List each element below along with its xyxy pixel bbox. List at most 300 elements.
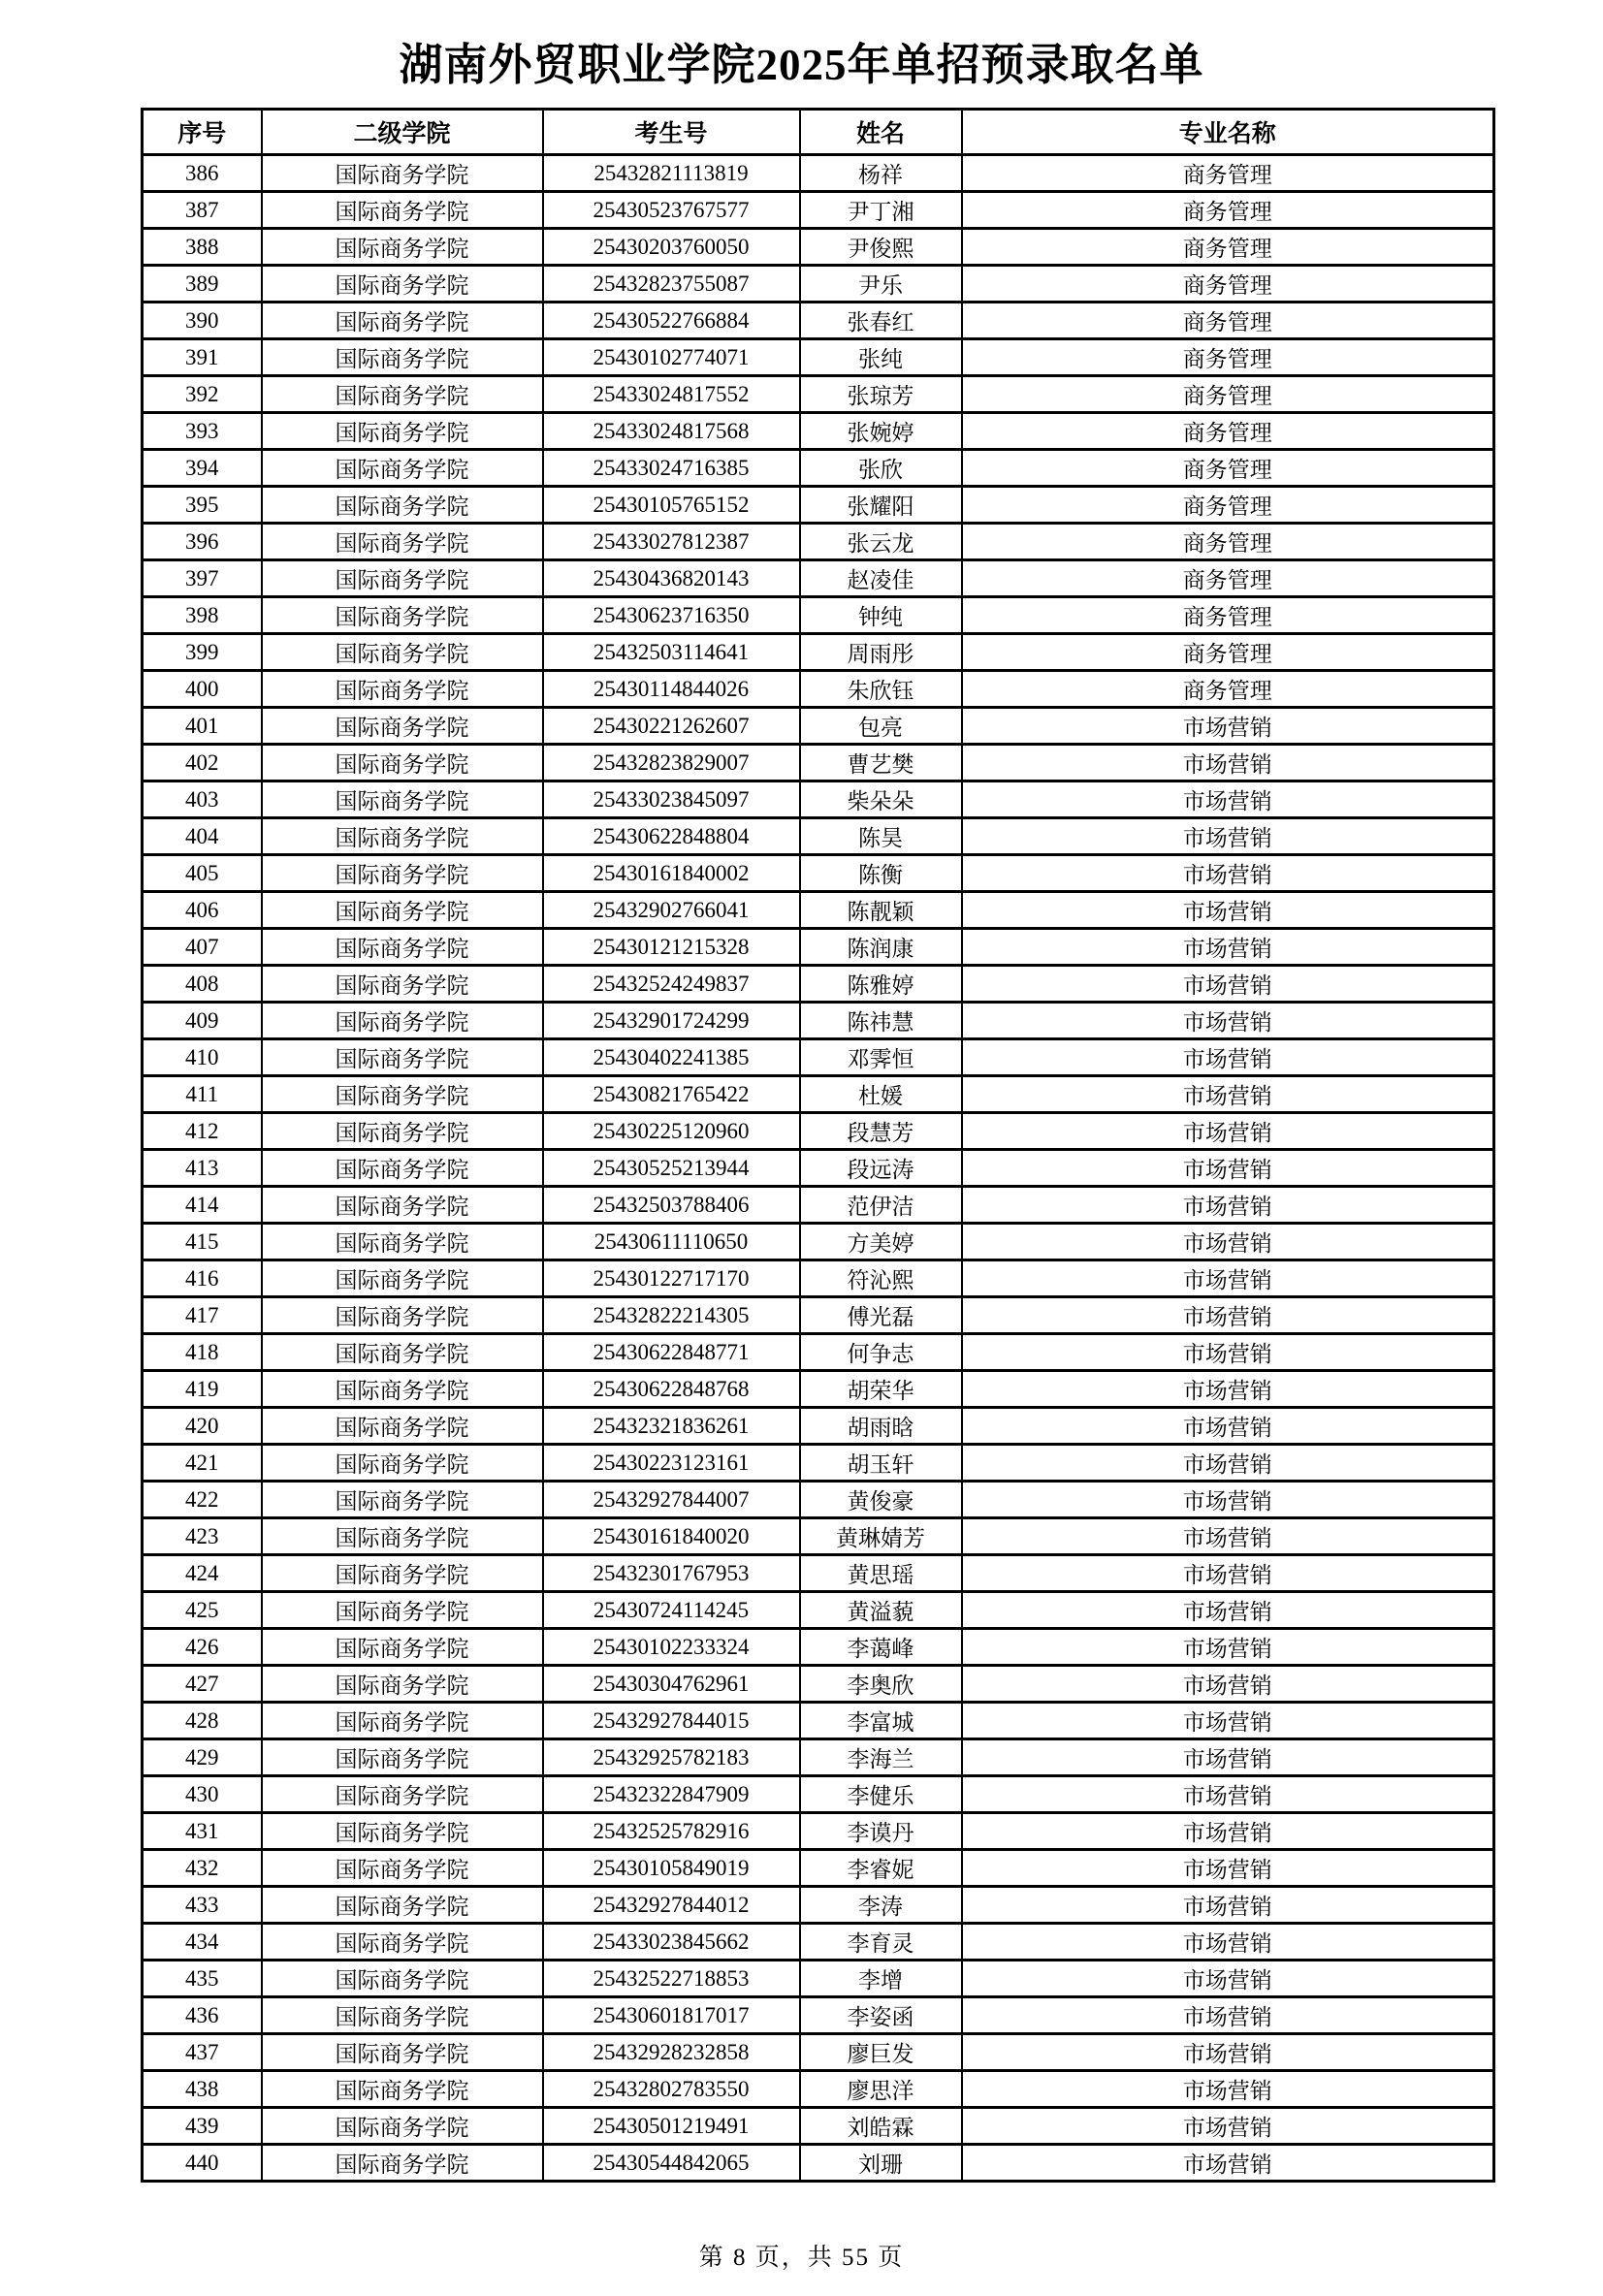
table-cell: 包亮: [800, 708, 962, 745]
table-cell: 国际商务学院: [262, 929, 543, 966]
table-cell: 25430622848771: [543, 1334, 800, 1371]
table-cell: 国际商务学院: [262, 745, 543, 781]
table-cell: 市场营销: [962, 2108, 1494, 2145]
table-cell: 国际商务学院: [262, 1039, 543, 1076]
table-cell: 25430102774071: [543, 339, 800, 376]
table-cell: 张春红: [800, 303, 962, 339]
table-row: [143, 1887, 1494, 1924]
table-cell: 商务管理: [962, 524, 1494, 560]
table-cell: 国际商务学院: [262, 1555, 543, 1592]
table-cell: 25432802783550: [543, 2071, 800, 2108]
table-cell: 商务管理: [962, 487, 1494, 524]
table-cell: 商务管理: [962, 266, 1494, 303]
table-cell: 陈祎慧: [800, 1003, 962, 1039]
table-cell: 419: [143, 1371, 262, 1408]
table-cell: 414: [143, 1187, 262, 1224]
table-cell: 398: [143, 597, 262, 634]
table-cell: 商务管理: [962, 376, 1494, 413]
table-cell: 25430724114245: [543, 1592, 800, 1629]
table-row: [143, 1334, 1494, 1371]
table-cell: 25432821113819: [543, 155, 800, 192]
table-cell: 陈雅婷: [800, 966, 962, 1003]
table-cell: 25430161840020: [543, 1518, 800, 1555]
header-cell: 序号: [143, 110, 262, 155]
table-row: [143, 2071, 1494, 2108]
table-row: [143, 708, 1494, 745]
table-cell: 392: [143, 376, 262, 413]
table-cell: 国际商务学院: [262, 1850, 543, 1887]
table-cell: 国际商务学院: [262, 1887, 543, 1924]
table-cell: 商务管理: [962, 303, 1494, 339]
table-cell: 市场营销: [962, 1739, 1494, 1776]
table-cell: 国际商务学院: [262, 2108, 543, 2145]
table-cell: 市场营销: [962, 1150, 1494, 1187]
table-cell: 25430601817017: [543, 1997, 800, 2034]
table-cell: 柴朵朵: [800, 781, 962, 818]
table-row: [143, 818, 1494, 855]
page-number: 第 8 页，共 55 页: [698, 2245, 905, 2271]
table-cell: 杨祥: [800, 155, 962, 192]
table-cell: 钟纯: [800, 597, 962, 634]
table-cell: 25430821765422: [543, 1076, 800, 1113]
table-cell: 范伊洁: [800, 1187, 962, 1224]
table-row: [143, 1150, 1494, 1187]
table-cell: 25432503114641: [543, 634, 800, 671]
table-cell: 刘皓霖: [800, 2108, 962, 2145]
table-cell: 张耀阳: [800, 487, 962, 524]
table-cell: 国际商务学院: [262, 487, 543, 524]
table-cell: 市场营销: [962, 1297, 1494, 1334]
table-cell: 廖巨发: [800, 2034, 962, 2071]
table-row: [143, 1555, 1494, 1592]
table-cell: 市场营销: [962, 2145, 1494, 2182]
table-row: [143, 192, 1494, 229]
table-cell: 440: [143, 2145, 262, 2182]
table-cell: 25432927844012: [543, 1887, 800, 1924]
table-cell: 市场营销: [962, 1076, 1494, 1113]
table-cell: 市场营销: [962, 1592, 1494, 1629]
table-cell: 25432902766041: [543, 892, 800, 929]
table-cell: 国际商务学院: [262, 818, 543, 855]
table-cell: 黄溢藐: [800, 1592, 962, 1629]
table-row: [143, 376, 1494, 413]
table-cell: 陈昊: [800, 818, 962, 855]
table-row: [143, 745, 1494, 781]
table-cell: 25430105765152: [543, 487, 800, 524]
table-row: [143, 303, 1494, 339]
table-cell: 尹俊熙: [800, 229, 962, 266]
table-cell: 国际商务学院: [262, 339, 543, 376]
table-cell: 25430203760050: [543, 229, 800, 266]
table-row: [143, 229, 1494, 266]
table-cell: 25433024817568: [543, 413, 800, 450]
table-cell: 胡荣华: [800, 1371, 962, 1408]
table-cell: 市场营销: [962, 1187, 1494, 1224]
table-cell: 胡玉轩: [800, 1445, 962, 1482]
table-cell: 397: [143, 560, 262, 597]
table-cell: 市场营销: [962, 1776, 1494, 1813]
table-cell: 黄琳婧芳: [800, 1518, 962, 1555]
table-cell: 商务管理: [962, 634, 1494, 671]
table-cell: 市场营销: [962, 1703, 1494, 1739]
table-row: [143, 1482, 1494, 1518]
table-cell: 市场营销: [962, 1924, 1494, 1961]
table-cell: 市场营销: [962, 1113, 1494, 1150]
table-cell: 410: [143, 1039, 262, 1076]
table-cell: 25432524249837: [543, 966, 800, 1003]
table-cell: 国际商务学院: [262, 1260, 543, 1297]
table-cell: 黄俊豪: [800, 1482, 962, 1518]
table-cell: 423: [143, 1518, 262, 1555]
table-cell: 国际商务学院: [262, 229, 543, 266]
table-cell: 25432301767953: [543, 1555, 800, 1592]
table-cell: 国际商务学院: [262, 708, 543, 745]
table-cell: 25432925782183: [543, 1739, 800, 1776]
table-cell: 417: [143, 1297, 262, 1334]
table-cell: 国际商务学院: [262, 597, 543, 634]
header-cell: 考生号: [543, 110, 800, 155]
table-cell: 邓霁恒: [800, 1039, 962, 1076]
table-cell: 李海兰: [800, 1739, 962, 1776]
table-cell: 418: [143, 1334, 262, 1371]
table-cell: 国际商务学院: [262, 1334, 543, 1371]
table-cell: 李睿妮: [800, 1850, 962, 1887]
table-cell: 25430523767577: [543, 192, 800, 229]
table-row: [143, 1003, 1494, 1039]
table-cell: 399: [143, 634, 262, 671]
table-cell: 405: [143, 855, 262, 892]
table-cell: 市场营销: [962, 2034, 1494, 2071]
table-cell: 国际商务学院: [262, 892, 543, 929]
table-cell: 432: [143, 1850, 262, 1887]
table-cell: 400: [143, 671, 262, 708]
table-cell: 国际商务学院: [262, 2145, 543, 2182]
table-row: [143, 1260, 1494, 1297]
table-cell: 市场营销: [962, 2071, 1494, 2108]
table-row: [143, 1187, 1494, 1224]
table-cell: 市场营销: [962, 1997, 1494, 2034]
table-cell: 25433023845662: [543, 1924, 800, 1961]
table-row: [143, 1961, 1494, 1997]
table-cell: 市场营销: [962, 1518, 1494, 1555]
table-cell: 25430223123161: [543, 1445, 800, 1482]
table-cell: 25430114844026: [543, 671, 800, 708]
table-cell: 商务管理: [962, 192, 1494, 229]
table-cell: 市场营销: [962, 892, 1494, 929]
table-cell: 406: [143, 892, 262, 929]
table-cell: 25432901724299: [543, 1003, 800, 1039]
table-cell: 商务管理: [962, 339, 1494, 376]
table-cell: 傅光磊: [800, 1297, 962, 1334]
table-cell: 尹乐: [800, 266, 962, 303]
table-row: [143, 560, 1494, 597]
table-cell: 402: [143, 745, 262, 781]
table-cell: 395: [143, 487, 262, 524]
table-cell: 426: [143, 1629, 262, 1666]
table-cell: 市场营销: [962, 1260, 1494, 1297]
table-cell: 国际商务学院: [262, 671, 543, 708]
roster-table-body: [143, 155, 1494, 2182]
table-cell: 市场营销: [962, 818, 1494, 855]
header-row: [143, 110, 1494, 155]
table-cell: 赵凌佳: [800, 560, 962, 597]
table-row: [143, 1997, 1494, 2034]
table-row: [143, 1629, 1494, 1666]
table-cell: 市场营销: [962, 1813, 1494, 1850]
table-row: [143, 1850, 1494, 1887]
table-cell: 市场营销: [962, 1887, 1494, 1924]
table-cell: 国际商务学院: [262, 1445, 543, 1482]
table-cell: 434: [143, 1924, 262, 1961]
table-cell: 424: [143, 1555, 262, 1592]
table-cell: 25430102233324: [543, 1629, 800, 1666]
table-cell: 国际商务学院: [262, 1482, 543, 1518]
table-cell: 李增: [800, 1961, 962, 1997]
table-cell: 25430304762961: [543, 1666, 800, 1703]
table-cell: 416: [143, 1260, 262, 1297]
table-cell: 陈衡: [800, 855, 962, 892]
table-cell: 方美婷: [800, 1224, 962, 1260]
table-cell: 张琼芳: [800, 376, 962, 413]
table-cell: 25433024817552: [543, 376, 800, 413]
table-cell: 市场营销: [962, 1039, 1494, 1076]
table-cell: 25433024716385: [543, 450, 800, 487]
table-cell: 杜媛: [800, 1076, 962, 1113]
table-cell: 25432503788406: [543, 1187, 800, 1224]
table-cell: 张纯: [800, 339, 962, 376]
table-cell: 国际商务学院: [262, 413, 543, 450]
table-cell: 408: [143, 966, 262, 1003]
table-row: [143, 634, 1494, 671]
table-cell: 25430105849019: [543, 1850, 800, 1887]
table-cell: 市场营销: [962, 1408, 1494, 1445]
table-cell: 国际商务学院: [262, 1592, 543, 1629]
table-cell: 25430623716350: [543, 597, 800, 634]
table-cell: 陈靓颖: [800, 892, 962, 929]
table-cell: 国际商务学院: [262, 450, 543, 487]
table-cell: 25432823755087: [543, 266, 800, 303]
table-cell: 尹丁湘: [800, 192, 962, 229]
table-cell: 25430622848768: [543, 1371, 800, 1408]
table-row: [143, 2108, 1494, 2145]
table-cell: 国际商务学院: [262, 781, 543, 818]
table-cell: 李健乐: [800, 1776, 962, 1813]
table-cell: 390: [143, 303, 262, 339]
table-cell: 国际商务学院: [262, 634, 543, 671]
table-row: [143, 966, 1494, 1003]
table-cell: 438: [143, 2071, 262, 2108]
table-cell: 415: [143, 1224, 262, 1260]
table-cell: 国际商务学院: [262, 1003, 543, 1039]
table-cell: 429: [143, 1739, 262, 1776]
table-cell: 市场营销: [962, 1334, 1494, 1371]
table-cell: 市场营销: [962, 781, 1494, 818]
table-cell: 403: [143, 781, 262, 818]
table-cell: 市场营销: [962, 855, 1494, 892]
table-cell: 刘珊: [800, 2145, 962, 2182]
table-cell: 朱欣钰: [800, 671, 962, 708]
table-cell: 国际商务学院: [262, 1150, 543, 1187]
table-cell: 国际商务学院: [262, 1776, 543, 1813]
table-cell: 25430525213944: [543, 1150, 800, 1187]
table-cell: 市场营销: [962, 1629, 1494, 1666]
table-cell: 25430402241385: [543, 1039, 800, 1076]
table-cell: 国际商务学院: [262, 376, 543, 413]
table-cell: 国际商务学院: [262, 1408, 543, 1445]
page-title: 湖南外贸职业学院2025年单招预录取名单: [399, 41, 1204, 89]
table-cell: 国际商务学院: [262, 1518, 543, 1555]
table-cell: 市场营销: [962, 1371, 1494, 1408]
table-row: [143, 413, 1494, 450]
table-cell: 25432525782916: [543, 1813, 800, 1850]
table-cell: 25432927844015: [543, 1703, 800, 1739]
table-cell: 425: [143, 1592, 262, 1629]
table-row: [143, 1592, 1494, 1629]
table-cell: 25432823829007: [543, 745, 800, 781]
roster-table-header: [143, 110, 1494, 155]
table-cell: 433: [143, 1887, 262, 1924]
table-cell: 394: [143, 450, 262, 487]
table-cell: 396: [143, 524, 262, 560]
table-cell: 393: [143, 413, 262, 450]
table-cell: 25430544842065: [543, 2145, 800, 2182]
table-cell: 国际商务学院: [262, 2071, 543, 2108]
header-cell: 二级学院: [262, 110, 543, 155]
table-row: [143, 1076, 1494, 1113]
table-cell: 437: [143, 2034, 262, 2071]
table-cell: 25430501219491: [543, 2108, 800, 2145]
table-cell: 431: [143, 1813, 262, 1850]
table-cell: 国际商务学院: [262, 1297, 543, 1334]
table-cell: 国际商务学院: [262, 266, 543, 303]
table-cell: 市场营销: [962, 1482, 1494, 1518]
table-cell: 市场营销: [962, 1445, 1494, 1482]
table-cell: 黄思瑶: [800, 1555, 962, 1592]
table-cell: 国际商务学院: [262, 560, 543, 597]
table-row: [143, 339, 1494, 376]
table-cell: 何争志: [800, 1334, 962, 1371]
table-cell: 李涛: [800, 1887, 962, 1924]
table-cell: 25432927844007: [543, 1482, 800, 1518]
table-cell: 427: [143, 1666, 262, 1703]
table-row: [143, 1371, 1494, 1408]
table-cell: 符沁熙: [800, 1260, 962, 1297]
table-row: [143, 2034, 1494, 2071]
table-cell: 25432321836261: [543, 1408, 800, 1445]
table-cell: 国际商务学院: [262, 1961, 543, 1997]
table-cell: 国际商务学院: [262, 1629, 543, 1666]
table-cell: 市场营销: [962, 708, 1494, 745]
table-cell: 435: [143, 1961, 262, 1997]
table-cell: 市场营销: [962, 1666, 1494, 1703]
table-cell: 25430221262607: [543, 708, 800, 745]
table-cell: 401: [143, 708, 262, 745]
table-cell: 商务管理: [962, 413, 1494, 450]
table-row: [143, 1113, 1494, 1150]
table-cell: 412: [143, 1113, 262, 1150]
table-cell: 391: [143, 339, 262, 376]
table-cell: 市场营销: [962, 929, 1494, 966]
table-cell: 周雨彤: [800, 634, 962, 671]
table-row: [143, 487, 1494, 524]
table-cell: 420: [143, 1408, 262, 1445]
table-cell: 市场营销: [962, 966, 1494, 1003]
table-cell: 张云龙: [800, 524, 962, 560]
table-cell: 曹艺樊: [800, 745, 962, 781]
table-row: [143, 1039, 1494, 1076]
table-cell: 25430522766884: [543, 303, 800, 339]
table-cell: 张婉婷: [800, 413, 962, 450]
table-cell: 388: [143, 229, 262, 266]
table-cell: 市场营销: [962, 745, 1494, 781]
table-cell: 商务管理: [962, 671, 1494, 708]
table-cell: 25433023845097: [543, 781, 800, 818]
table-cell: 国际商务学院: [262, 855, 543, 892]
table-cell: 25432522718853: [543, 1961, 800, 1997]
table-cell: 国际商务学院: [262, 966, 543, 1003]
table-cell: 407: [143, 929, 262, 966]
table-cell: 25430436820143: [543, 560, 800, 597]
header-cell: 姓名: [800, 110, 962, 155]
table-cell: 国际商务学院: [262, 1739, 543, 1776]
table-cell: 国际商务学院: [262, 1224, 543, 1260]
table-cell: 陈润康: [800, 929, 962, 966]
table-row: [143, 155, 1494, 192]
table-row: [143, 1703, 1494, 1739]
table-row: [143, 1518, 1494, 1555]
header-cell: 专业名称: [962, 110, 1494, 155]
table-cell: 国际商务学院: [262, 524, 543, 560]
table-cell: 市场营销: [962, 1224, 1494, 1260]
table-cell: 国际商务学院: [262, 1997, 543, 2034]
table-cell: 商务管理: [962, 450, 1494, 487]
table-cell: 国际商务学院: [262, 303, 543, 339]
table-cell: 409: [143, 1003, 262, 1039]
table-row: [143, 450, 1494, 487]
table-cell: 李富城: [800, 1703, 962, 1739]
table-cell: 413: [143, 1150, 262, 1187]
table-row: [143, 781, 1494, 818]
table-cell: 商务管理: [962, 229, 1494, 266]
table-cell: 国际商务学院: [262, 2034, 543, 2071]
table-row: [143, 1666, 1494, 1703]
table-cell: 国际商务学院: [262, 1076, 543, 1113]
table-cell: 411: [143, 1076, 262, 1113]
table-cell: 428: [143, 1703, 262, 1739]
table-cell: 李姿函: [800, 1997, 962, 2034]
table-row: [143, 1408, 1494, 1445]
table-cell: 李蔼峰: [800, 1629, 962, 1666]
table-cell: 胡雨晗: [800, 1408, 962, 1445]
table-cell: 国际商务学院: [262, 1113, 543, 1150]
table-row: [143, 597, 1494, 634]
table-cell: 商务管理: [962, 597, 1494, 634]
table-cell: 国际商务学院: [262, 1666, 543, 1703]
table-row: [143, 1445, 1494, 1482]
table-cell: 市场营销: [962, 1850, 1494, 1887]
table-row: [143, 2145, 1494, 2182]
table-cell: 段慧芳: [800, 1113, 962, 1150]
table-cell: 李育灵: [800, 1924, 962, 1961]
table-cell: 436: [143, 1997, 262, 2034]
table-row: [143, 266, 1494, 303]
table-cell: 张欣: [800, 450, 962, 487]
table-cell: 25430611110650: [543, 1224, 800, 1260]
table-cell: 市场营销: [962, 1961, 1494, 1997]
table-row: [143, 1813, 1494, 1850]
roster-table: [141, 108, 1495, 2183]
table-cell: 国际商务学院: [262, 1924, 543, 1961]
